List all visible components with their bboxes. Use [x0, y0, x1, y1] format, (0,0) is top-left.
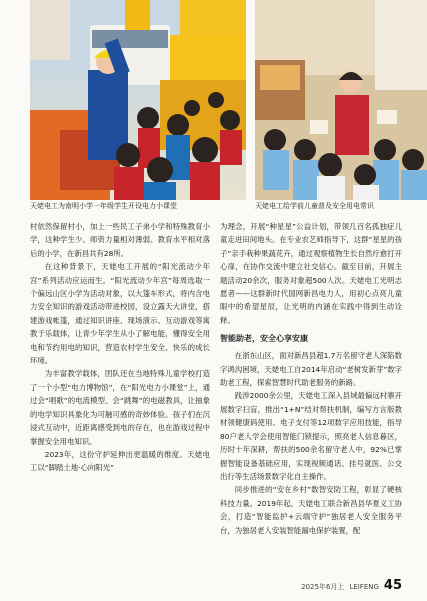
- article-column-right: [220, 220, 402, 537]
- caption-right: 天姥电工给学前儿童普及安全用电常识: [255, 202, 374, 210]
- caption-left: 天姥电工为南明小学一年级学生开设电力小课堂: [30, 202, 177, 210]
- paragraph: 在浙东山区，面对新昌县超1.7万名留守老人深陷数字鸿沟困境，天姥电工自2014年启动“老树发新芽”数字助老工程，探索智慧时代助老服务的新路。: [220, 351, 402, 388]
- article-column-left: [30, 220, 210, 475]
- photo-preschool-safety-image: [255, 0, 427, 200]
- issue-date: 2025年6月上: [301, 583, 345, 591]
- magazine-name: LEIFENG: [349, 583, 379, 591]
- paragraph: 村依然保留村小，加上一些民工子弟小学和特殊教育小学，这种学生少、师资力量相对薄弱、教育水平相对落后的小学，在新昌共有28所。: [30, 222, 210, 258]
- paragraph: 为丰富教学载体，团队还在当地特殊儿童学校打造了一个小型“电力博物馆”，在“阳光电力小课堂”上，通过会“唱歌”的电流模型、会“跳舞”的电磁教具，让抽象的电学知识具象化为可触可感的奇妙体验。孩子们在沉浸式互动中，近距离感受到电的存在，也在游戏过程中掌握安全用电知识。: [30, 369, 210, 446]
- section-heading: 智能助老，安全心享安康: [220, 334, 308, 344]
- page-number: 45: [383, 578, 402, 593]
- photo-electric-classroom: [30, 0, 246, 200]
- photo-preschool-safety: [255, 0, 427, 200]
- page-footer: [301, 578, 402, 593]
- photo-electric-classroom-image: [30, 0, 246, 200]
- paragraph: 同步推进的“安在乡村”数智安防工程，彰显了硬核科技力量。2019年起，天姥电工联合新昌县华夏义工协会，打造“智能监护+云端守护”独居老人安全服务平台，为独居老人安装智能漏电保护装置，配: [220, 485, 402, 535]
- paragraph: 2023年，这份守护延伸出更温暖的维度。天姥电工以“脚踏土地·心向阳光”: [30, 449, 210, 473]
- paragraph: 在这种背景下，天姥电工开展的“阳光流动少年宫”系列活动应运而生。“阳光流动少年宫”每周选取一个偏远山区小学为活动对象，以大篷车形式，将内含电力安全知识的游戏活动带进校园，设立露天大讲堂，搭建游戏帐篷，通过知识讲座、现场演示、互动游戏等寓教于乐载体，让青少年学生从小了解电能，懂得安全用电和节约用电的知识，营造农村学生安全、快乐的成长环境。: [30, 262, 210, 366]
- paragraph: 践涉2000余公里，天姥电工深入县域最偏远村寨开展数字扫盲，推出“1+N”结对帮扶机制，编写方言版教材领健康码使用、电子支付等12项数字应用技能，指导80户老人学会使用智能门锁提示，照亮老人信息暮区，历时十年深耕，帮扶的500余名留守老人中，92%已掌握智能设备基础应用，实现视频通话、挂号就医、公交出行等生活场景数字化自主操作。: [220, 391, 402, 481]
- paragraph: 为理念，开展“种星星”公益计划，带领几百名孤独症儿童走进田间地头。在专业农艺师指导下，这群“星星的孩子”亲手栽种果蔬花卉，通过观察植物生长自然疗愈打开心扉，在协作交流中建立社交信心。截至目前，开展主题活动20余次，服务对象超500人次。天姥电工光明志愿者——这群新时代国网新昌电力人，用初心点亮儿童眼中的希望星辰，让光明的内涵在实践中得到生动诠释。: [220, 222, 402, 325]
